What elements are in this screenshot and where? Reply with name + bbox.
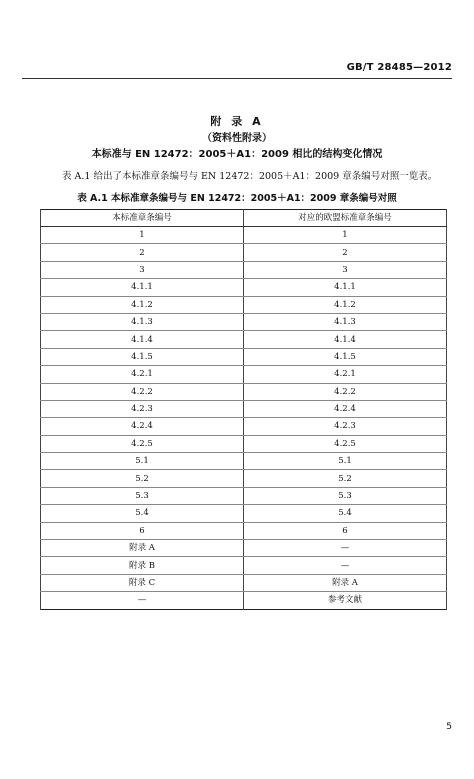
cell-this-standard: 4.2.3: [41, 400, 244, 417]
table-row: [41, 470, 447, 487]
cell-this-standard: 附录 A: [41, 540, 244, 557]
table-row: [41, 313, 447, 330]
column-header-this-standard: 本标准章条编号: [41, 210, 244, 227]
cell-en-standard: 5.1: [244, 453, 447, 470]
table-row: [41, 261, 447, 278]
cell-this-standard: 5.3: [41, 487, 244, 504]
cell-en-standard: 4.2.2: [244, 383, 447, 400]
cell-en-standard: —: [244, 540, 447, 557]
cell-this-standard: 2: [41, 244, 244, 261]
cell-this-standard: 附录 C: [41, 574, 244, 591]
table-caption: 表 A.1 本标准章条编号与 EN 12472：2005＋A1：2009 章条编号对照: [77, 193, 397, 204]
appendix-heading: 本标准与 EN 12472：2005＋A1：2009 相比的结构变化情况: [91, 149, 383, 160]
cell-this-standard: 4.1.2: [41, 296, 244, 313]
cell-en-standard: 4.1.2: [244, 296, 447, 313]
cell-en-standard: 4.1.3: [244, 313, 447, 330]
appendix-title: 附 录 A: [210, 115, 264, 128]
table-row: [41, 435, 447, 452]
cell-en-standard: 4.1.4: [244, 331, 447, 348]
appendix-subtitle: （资料性附录）: [202, 133, 272, 144]
table-row: [41, 522, 447, 539]
table-row: [41, 400, 447, 417]
cell-this-standard: 3: [41, 261, 244, 278]
table-row: [41, 505, 447, 522]
cell-this-standard: 6: [41, 522, 244, 539]
cell-this-standard: 4.1.4: [41, 331, 244, 348]
cell-en-standard: 5.4: [244, 505, 447, 522]
cell-en-standard: 6: [244, 522, 447, 539]
cell-this-standard: 4.1.3: [41, 313, 244, 330]
cell-en-standard: 4.1.1: [244, 279, 447, 296]
table-body: [41, 227, 447, 610]
cell-en-standard: 4.1.5: [244, 348, 447, 365]
table-row: [41, 348, 447, 365]
table-row: [41, 366, 447, 383]
cell-en-standard: 2: [244, 244, 447, 261]
table-row: [41, 279, 447, 296]
cell-this-standard: 4.1.5: [41, 348, 244, 365]
header-rule: [22, 78, 452, 79]
cell-en-standard: 5.3: [244, 487, 447, 504]
table-row: [41, 331, 447, 348]
cell-en-standard: —: [244, 557, 447, 574]
cell-en-standard: 4.2.1: [244, 366, 447, 383]
cell-this-standard: 5.4: [41, 505, 244, 522]
table-header-row: [41, 210, 447, 227]
cell-en-standard: 4.2.5: [244, 435, 447, 452]
cell-this-standard: 5.1: [41, 453, 244, 470]
table-row: [41, 296, 447, 313]
cell-en-standard: 5.2: [244, 470, 447, 487]
table-row: [41, 487, 447, 504]
table-row: [41, 574, 447, 591]
cell-this-standard: 5.2: [41, 470, 244, 487]
cell-this-standard: 1: [41, 227, 244, 244]
intro-paragraph: 表 A.1 给出了本标准章条编号与 EN 12472：2005＋A1：2009 章条编号对照一览表。: [62, 171, 438, 182]
cell-this-standard: —: [41, 592, 244, 609]
cell-en-standard: 4.2.3: [244, 418, 447, 435]
cell-en-standard: 附录 A: [244, 574, 447, 591]
cell-this-standard: 附录 B: [41, 557, 244, 574]
cell-this-standard: 4.2.5: [41, 435, 244, 452]
table-row: [41, 592, 447, 609]
table-row: [41, 244, 447, 261]
column-header-en-standard: 对应的欧盟标准章条编号: [244, 210, 447, 227]
cell-this-standard: 4.2.2: [41, 383, 244, 400]
clause-mapping-table: [40, 209, 447, 610]
page-number: 5: [446, 722, 452, 732]
table-row: [41, 227, 447, 244]
table-row: [41, 557, 447, 574]
table-row: [41, 383, 447, 400]
standard-number: GB/T 28485—2012: [346, 62, 452, 73]
cell-en-standard: 3: [244, 261, 447, 278]
cell-en-standard: 1: [244, 227, 447, 244]
table-row: [41, 453, 447, 470]
table-row: [41, 540, 447, 557]
table-row: [41, 418, 447, 435]
cell-this-standard: 4.1.1: [41, 279, 244, 296]
cell-en-standard: 参考文献: [244, 592, 447, 609]
cell-this-standard: 4.2.1: [41, 366, 244, 383]
cell-this-standard: 4.2.4: [41, 418, 244, 435]
cell-en-standard: 4.2.4: [244, 400, 447, 417]
